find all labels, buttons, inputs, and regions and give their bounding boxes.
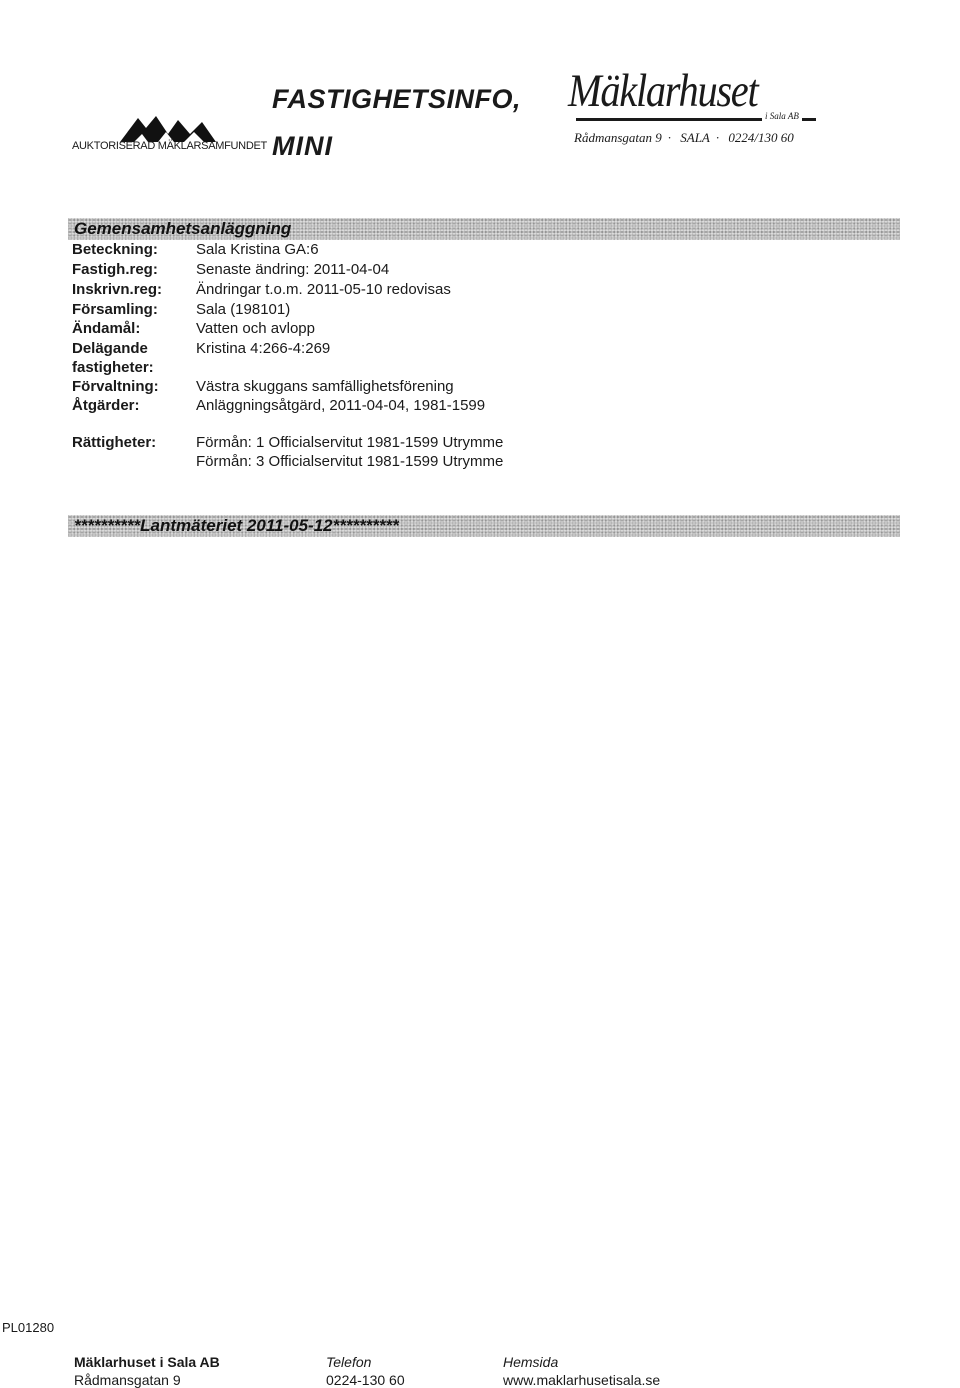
field-value-forsamling: Sala (198101)	[196, 301, 291, 318]
field-value-rattighet-1: Förmån: 1 Officialservitut 1981-1599 Utrymme	[196, 434, 504, 451]
document-reference-code: PL01280	[2, 1320, 55, 1335]
field-value-andamal: Vatten och avlopp	[196, 320, 315, 337]
field-label-fastigheter: fastigheter:	[72, 359, 154, 376]
field-label-forvaltning: Förvaltning:	[72, 378, 159, 395]
brand-logo: Mäklarhuset	[568, 65, 758, 117]
field-label-delagande: Delägande	[72, 340, 148, 357]
document-title: FASTIGHETSINFO,	[272, 84, 522, 114]
field-label-andamal: Ändamål:	[72, 320, 141, 337]
section-header-bar	[68, 218, 900, 240]
field-label-atgarder: Åtgärder:	[72, 397, 140, 414]
brand-street: Rådmansgatan 9	[574, 130, 662, 145]
association-name: AUKTORISERAD MÄKLARSAMFUNDET	[72, 140, 267, 152]
footer-web-label: Hemsida	[503, 1354, 559, 1370]
footer-company-name: Mäklarhuset i Sala AB	[74, 1354, 220, 1370]
field-label-forsamling: Församling:	[72, 301, 158, 318]
footer-phone-label: Telefon	[326, 1354, 372, 1370]
field-value-beteckning: Sala Kristina GA:6	[196, 241, 319, 258]
brand-subtitle: i Sala AB	[762, 111, 802, 121]
field-value-rattighet-2: Förmån: 3 Officialservitut 1981-1599 Utrymme	[196, 453, 504, 470]
field-value-forvaltning: Västra skuggans samfällighetsförening	[196, 378, 454, 395]
field-value-inskrivningsregister: Ändringar t.o.m. 2011-05-10 redovisas	[196, 281, 451, 298]
field-value-delagande: Kristina 4:266-4:269	[196, 340, 331, 357]
field-value-fastighetsregister: Senaste ändring: 2011-04-04	[196, 261, 390, 278]
field-label-inskrivningsregister: Inskrivn.reg:	[72, 281, 163, 298]
brand-town: SALA	[680, 130, 710, 145]
section-title: Gemensamhetsanläggning	[74, 219, 292, 238]
source-bar	[68, 515, 900, 537]
brand-phone: 0224/130 60	[728, 130, 794, 145]
document-subtitle: MINI	[272, 131, 333, 161]
footer-company-address: Rådmansgatan 9	[74, 1372, 181, 1388]
brand-address: Rådmansgatan 9 · SALA · 0224/130 60	[574, 130, 794, 145]
source-text: **********Lantmäteriet 2011-05-12**********	[74, 516, 399, 535]
field-label-beteckning: Beteckning:	[72, 241, 158, 258]
field-label-fastighetsregister: Fastigh.reg:	[72, 261, 158, 278]
field-value-atgarder: Anläggningsåtgärd, 2011-04-04, 1981-1599	[196, 397, 486, 414]
footer-phone-value: 0224-130 60	[326, 1372, 405, 1388]
footer-web-link[interactable]: www.maklarhusetisala.se	[503, 1372, 661, 1388]
field-label-rattigheter: Rättigheter:	[72, 434, 157, 451]
